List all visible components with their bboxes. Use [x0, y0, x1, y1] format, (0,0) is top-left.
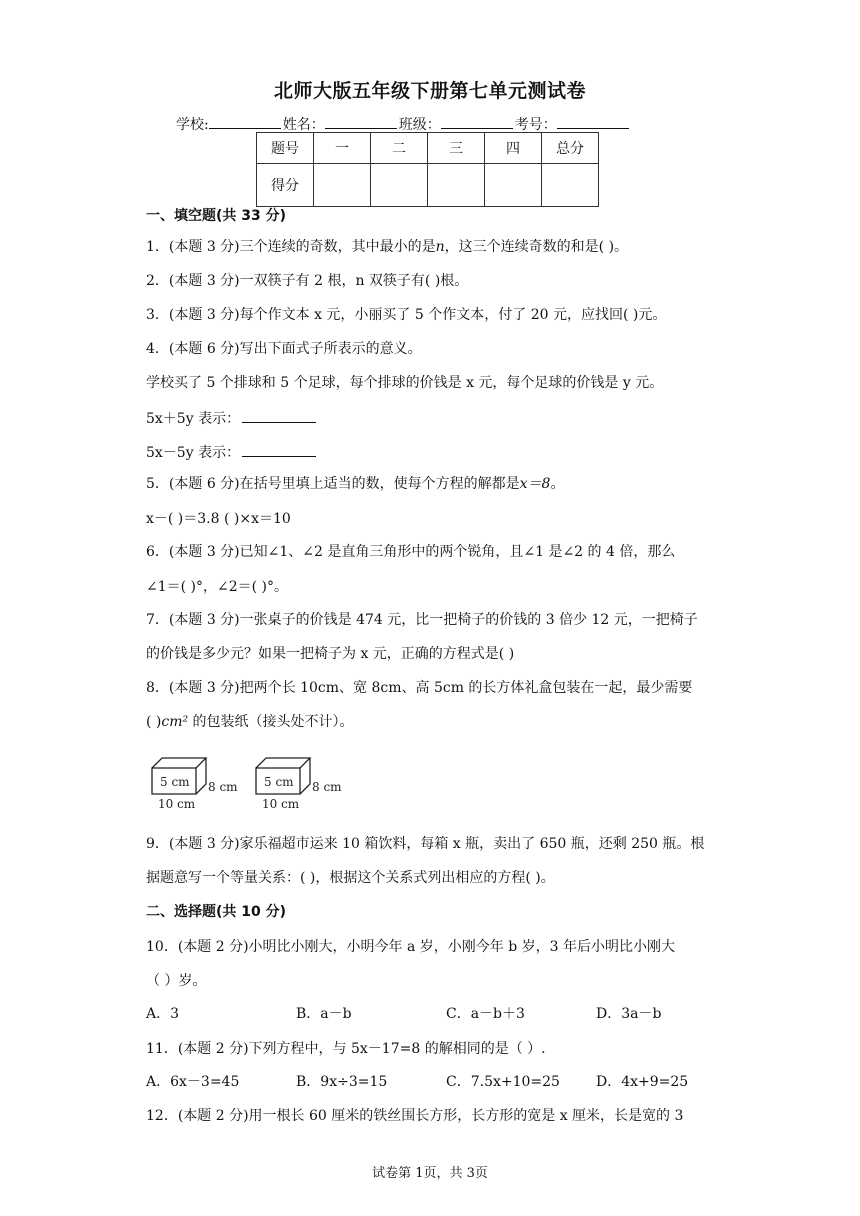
q10-option-a[interactable]: A．3 — [146, 1006, 180, 1022]
question-10-line-2: （ ）岁。 — [146, 973, 207, 989]
question-5-equations: x－( )＝3.8 ( )×x＝10 — [146, 511, 291, 527]
question-12: 12．(本题 2 分)用一根长 60 厘米的铁丝围长方形，长方形的宽是 x 厘米，长是宽的 3 — [146, 1108, 684, 1124]
cuboid-1-height-label: 5 cm — [160, 775, 190, 789]
number-blank[interactable] — [557, 116, 629, 129]
header-cell: 总分 — [542, 133, 599, 164]
page-footer: 试卷第 1页，共 3页 — [372, 1166, 488, 1181]
class-label: 班级： — [398, 117, 441, 133]
score-cell[interactable] — [371, 164, 428, 207]
q11-option-c[interactable]: C．7.5x+10=25 — [446, 1074, 560, 1090]
cuboid-2-width-label: 8 cm — [312, 780, 342, 794]
question-6-line-1: 6．(本题 3 分)已知∠1、∠2 是直角三角形中的两个锐角，且∠1 是∠2 的 4 倍，那么 — [146, 544, 676, 560]
cuboid-figure — [146, 752, 356, 816]
score-table-header-row — [257, 133, 599, 164]
header-cell: 三 — [428, 133, 485, 164]
header-cell: 一 — [314, 133, 371, 164]
score-cell[interactable] — [485, 164, 542, 207]
q11-option-d[interactable]: D．4x+9=25 — [596, 1074, 689, 1090]
q11-option-b[interactable]: B．9x÷3=15 — [296, 1074, 388, 1090]
question-4: 4．(本题 6 分)写出下面式子所表示的意义。 — [146, 341, 422, 357]
question-2: 2．(本题 3 分)一双筷子有 2 根，n 双筷子有( )根。 — [146, 273, 469, 289]
section-heading-choice: 二、选择题(共 10 分) — [146, 904, 287, 920]
question-9-line-1: 9．(本题 3 分)家乐福超市运来 10 箱饮料，每箱 x 瓶，卖出了 650 瓶，还剩 250 瓶。根 — [146, 836, 705, 852]
q11-option-a[interactable]: A．6x－3=45 — [146, 1074, 240, 1090]
question-4-part-a: 5x＋5y 表示： — [146, 408, 316, 429]
question-1: 1．(本题 3 分)三个连续的奇数，其中最小的是n，这三个连续奇数的和是( )。 — [146, 239, 629, 255]
score-cell[interactable] — [542, 164, 599, 207]
question-7-line-1: 7．(本题 3 分)一张桌子的价钱是 474 元，比一把椅子的价钱的 3 倍少 12 元，一把椅子 — [146, 612, 698, 628]
q10-option-b[interactable]: B．a－b — [296, 1006, 352, 1022]
cuboid-1-width-label: 8 cm — [208, 780, 238, 794]
header-cell: 二 — [371, 133, 428, 164]
question-8-line-2: ( )cm² 的包装纸（接头处不计）。 — [146, 714, 354, 730]
score-table-score-row — [257, 164, 599, 207]
name-blank[interactable] — [325, 116, 397, 129]
answer-blank[interactable] — [242, 408, 316, 423]
question-9-line-2: 据题意写一个等量关系：( )，根据这个关系式列出相应的方程( )。 — [146, 870, 555, 886]
school-blank[interactable] — [209, 116, 281, 129]
question-10-line-1: 10．(本题 2 分)小明比小刚大，小明今年 a 岁，小刚今年 b 岁，3 年后小明比小刚大 — [146, 939, 676, 955]
question-3: 3．(本题 3 分)每个作文本 x 元，小丽买了 5 个作文本，付了 20 元，应找回( )元。 — [146, 307, 667, 323]
header-cell: 题号 — [257, 133, 314, 164]
page-title: 北师大版五年级下册第七单元测试卷 — [273, 80, 586, 102]
score-cell[interactable] — [314, 164, 371, 207]
class-blank[interactable] — [441, 116, 513, 129]
header-cell: 四 — [485, 133, 542, 164]
q10-option-c[interactable]: C．a－b＋3 — [446, 1006, 525, 1022]
cuboid-pair-illustration — [146, 752, 356, 812]
answer-blank[interactable] — [242, 442, 316, 457]
question-5: 5．(本题 6 分)在括号里填上适当的数，使每个方程的解都是x＝8。 — [146, 476, 565, 492]
cuboid-1-length-label: 10 cm — [158, 797, 196, 811]
score-cell[interactable] — [428, 164, 485, 207]
score-row-label: 得分 — [257, 164, 314, 207]
number-label: 考号： — [514, 117, 557, 133]
question-6-line-2: ∠1＝( )°，∠2＝( )°。 — [146, 579, 289, 595]
question-8-line-1: 8．(本题 3 分)把两个长 10cm、宽 8cm、高 5cm 的长方体礼盒包装在一起，最少需要 — [146, 680, 693, 696]
question-4-description: 学校买了 5 个排球和 5 个足球，每个排球的价钱是 x 元，每个足球的价钱是 y 元。 — [146, 375, 664, 391]
q10-option-d[interactable]: D．3a－b — [596, 1006, 662, 1022]
name-label: 姓名： — [282, 117, 325, 133]
section-heading-fill: 一、填空题(共 33 分) — [146, 208, 287, 224]
school-label: 学校: — [176, 117, 209, 133]
cuboid-2-height-label: 5 cm — [264, 775, 294, 789]
question-4-part-b: 5x－5y 表示： — [146, 442, 316, 463]
cuboid-2-length-label: 10 cm — [262, 797, 300, 811]
question-7-line-2: 的价钱是多少元？如果一把椅子为 x 元，正确的方程式是( ) — [146, 646, 515, 662]
question-11: 11．(本题 2 分)下列方程中，与 5x－17=8 的解相同的是（ ）. — [146, 1041, 546, 1057]
score-table — [256, 132, 599, 207]
student-info-line — [176, 114, 631, 134]
